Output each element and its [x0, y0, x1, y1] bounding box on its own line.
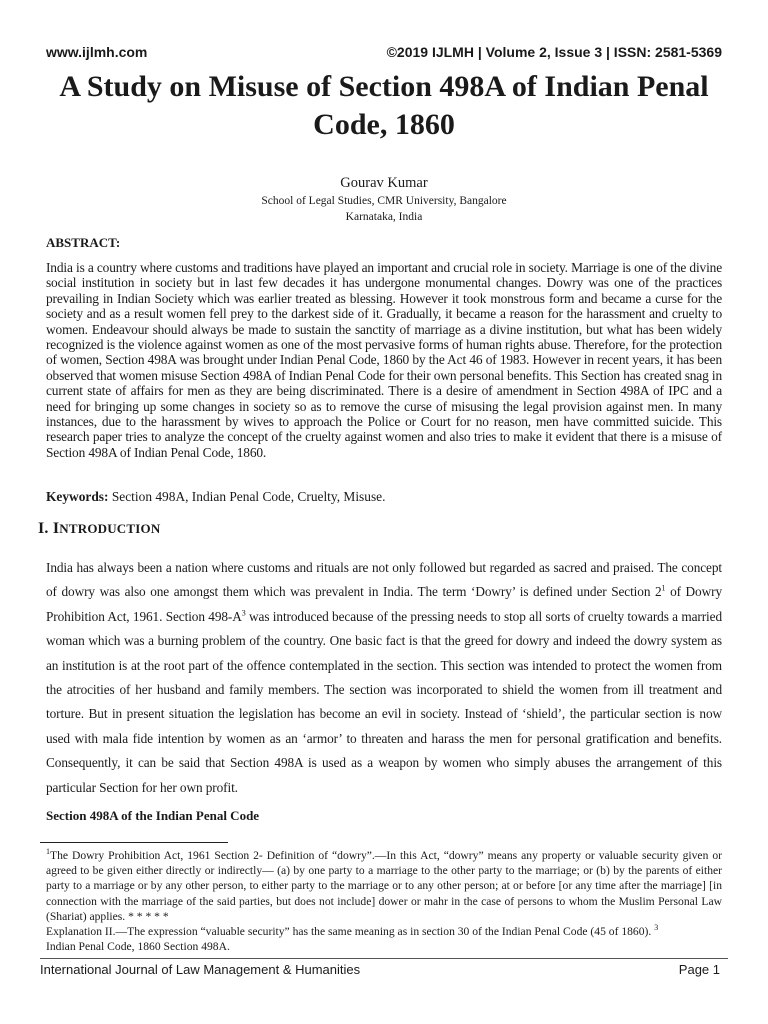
intro-text-part-2: of Dowry Prohibition Act, 1961. Section 498-A	[46, 584, 722, 624]
journal-website[interactable]: www.ijlmh.com	[46, 44, 148, 60]
abstract-heading: ABSTRACT:	[46, 235, 121, 250]
author-location: Karnataka, India	[345, 211, 423, 223]
author-affiliation: School of Legal Studies, CMR University, Bangalore	[261, 195, 507, 207]
footnote-3	[46, 939, 722, 954]
footnote-explanation-text: Explanation II.—The expression “valuable security” has the same meaning as in section 30 of the Indian Penal Code (45 of 1860).	[46, 925, 652, 939]
footnote-divider	[40, 842, 228, 843]
footer-divider	[40, 958, 728, 959]
introduction-heading-text: NTRODUCTION	[59, 521, 161, 536]
author-name: Gourav Kumar	[340, 175, 428, 191]
footnote-1	[46, 848, 722, 924]
abstract-body: India is a country where customs and traditions have played an important and crucial role in society. Marriage is one of the divine social institution in society but in last few decades it has undergone monumental changes. Dowry was one of the practices prevailing in Indian Society which was earlier treated as blessing. However it took monstrous form and became a curse for the society and as a result women fell prey to the darkest side of it. Gradually, it became a reason for the harassment and cruelty to women. Endeavour should always be made to sustain the sanctity of marriage as a divine institution, but what has been widely recognized is the violence against women as one of the most pervasive forms of human rights abuse. Therefore, for the protection of women, Section 498A was brought under Indian Penal Code, 1860 by the Act 46 of 1983. However in recent years, it has been observed that women misuse Section 498A of Indian Penal Code for their own personal benefits. This Section has created snag in current state of affairs for men as they are being discriminated. There is a desire of amendment in Section 498A of IPC and a need for bringing up some changes in society so as to remove the curse of misusing the legal provision against men. In many instances, due to the harassment by wives to approach the Police or Court for no reason, men have committed suicide. This research paper tries to analyze the concept of the cruelty against women and also tries to make it evident that there is a misuse of Section 498A of Indian Penal Code, 1860.	[46, 260, 722, 460]
keywords-text: Section 498A, Indian Penal Code, Cruelty, Misuse.	[111, 489, 386, 504]
page-title: A Study on Misuse of Section 498A of Indian Penal Code, 1860	[59, 70, 709, 141]
footnote-3-text: Indian Penal Code, 1860 Section 498A.	[46, 940, 230, 954]
introduction-heading	[38, 520, 160, 538]
journal-citation: ©2019 IJLMH | Volume 2, Issue 3 | ISSN: 2581-5369	[386, 44, 722, 60]
page-number: Page 1	[678, 962, 720, 977]
footnote-1-text: The Dowry Prohibition Act, 1961 Section 2- Definition of “dowry”.—In this Act, “dowry” means any property or valuable security given or agreed to be given either directly or indirectly— (a) by one party to a marriage to the other party to the marriage; or (b) by the parents of either party to a marriage or by any other person, to either party to the marriage or to any other person; at or before [or any time after the marriage] [in connection with the marriage of the said parties, but does not include] dower or mahr in the case of persons to whom the Muslim Personal Law (Shariat) applies. * * * * *	[46, 849, 722, 923]
footnote-explanation	[46, 924, 722, 939]
keywords-label: Keywords:	[46, 489, 109, 504]
section-heading: Section 498A of the Indian Penal Code	[46, 808, 260, 823]
introduction-paragraph	[46, 556, 722, 800]
footnote-ref-1[interactable]: 1	[661, 583, 666, 593]
introduction-heading-numeral: I. I	[38, 520, 60, 537]
footnote-3-mark: 3	[654, 923, 659, 933]
footnote-ref-3[interactable]: 3	[241, 608, 246, 618]
intro-text-part-1: India has always been a nation where customs and rituals are not only followed but regarded as sacred and praised. The concept of dowry was also one amongst them which was prevalent in India. The term ‘Dowry’ is defined under Section 2	[46, 560, 722, 600]
intro-text-part-3: was introduced because of the pressing needs to stop all sorts of cruelty towards a married woman which was a burning problem of the country. One basic fact is that the greed for dowry and indeed the dowry system as an institution is at the root part of the offence contemplated in the section. This section was intended to protect the women from the atrocities of her husband and family members. The section was incorporated to shield the women from ill treatment and torture. But in present situation the legislation has become an evil in society. Instead of ‘shield’, the particular section is now used with mala fide intention by women as an ‘armor’ to threaten and harass the men for personal gratification and benefits. Consequently, it can be said that Section 498A is used as a weapon by women who simply abuses the arrangement of this particular Section for her own profit.	[46, 608, 722, 795]
footnotes	[46, 848, 722, 954]
footnote-1-mark: 1	[46, 847, 50, 857]
footer-journal-name: International Journal of Law Management & Humanities	[40, 962, 361, 977]
keywords-line	[46, 489, 722, 504]
